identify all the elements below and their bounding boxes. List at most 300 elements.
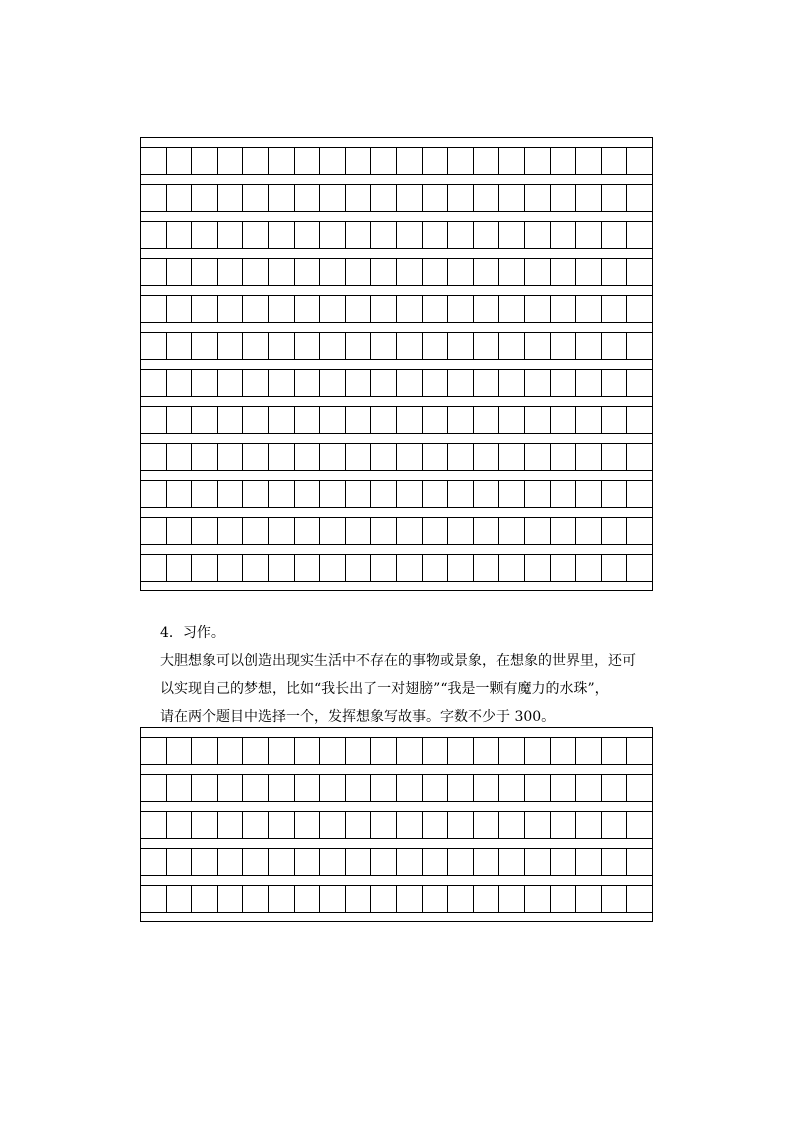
grid-cell[interactable] xyxy=(346,849,372,875)
grid-cell[interactable] xyxy=(602,259,628,285)
grid-cell[interactable] xyxy=(499,333,525,359)
grid-cell[interactable] xyxy=(192,555,218,581)
grid-cell[interactable] xyxy=(602,812,628,838)
grid-cell[interactable] xyxy=(602,296,628,322)
grid-cell[interactable] xyxy=(269,407,295,433)
grid-cell[interactable] xyxy=(371,333,397,359)
grid-cell[interactable] xyxy=(423,185,449,211)
grid-cell[interactable] xyxy=(141,555,167,581)
grid-cell[interactable] xyxy=(576,812,602,838)
grid-cell[interactable] xyxy=(320,148,346,174)
grid-cell[interactable] xyxy=(551,148,577,174)
grid-cell[interactable] xyxy=(525,333,551,359)
grid-cell[interactable] xyxy=(192,481,218,507)
grid-cell[interactable] xyxy=(576,148,602,174)
grid-cell[interactable] xyxy=(218,481,244,507)
grid-cell[interactable] xyxy=(627,444,652,470)
grid-cell[interactable] xyxy=(551,555,577,581)
grid-cell[interactable] xyxy=(525,148,551,174)
grid-cell[interactable] xyxy=(346,775,372,801)
grid-cell[interactable] xyxy=(423,555,449,581)
grid-cell[interactable] xyxy=(141,444,167,470)
grid-cell[interactable] xyxy=(371,518,397,544)
grid-cell[interactable] xyxy=(397,222,423,248)
grid-cell[interactable] xyxy=(525,222,551,248)
grid-cell[interactable] xyxy=(167,886,193,912)
grid-cell[interactable] xyxy=(141,370,167,396)
grid-cell[interactable] xyxy=(218,812,244,838)
grid-cell[interactable] xyxy=(371,296,397,322)
grid-cell[interactable] xyxy=(474,222,500,248)
grid-cell[interactable] xyxy=(346,296,372,322)
grid-cell[interactable] xyxy=(499,812,525,838)
grid-cell[interactable] xyxy=(448,481,474,507)
grid-cell[interactable] xyxy=(474,407,500,433)
grid-cell[interactable] xyxy=(576,333,602,359)
grid-cell[interactable] xyxy=(243,555,269,581)
grid-cell[interactable] xyxy=(448,333,474,359)
grid-cell[interactable] xyxy=(167,259,193,285)
grid-cell[interactable] xyxy=(576,886,602,912)
grid-cell[interactable] xyxy=(627,333,652,359)
grid-cell[interactable] xyxy=(243,849,269,875)
grid-cell[interactable] xyxy=(192,518,218,544)
grid-cell[interactable] xyxy=(141,518,167,544)
grid-cell[interactable] xyxy=(576,555,602,581)
grid-cell[interactable] xyxy=(346,555,372,581)
grid-cell[interactable] xyxy=(602,555,628,581)
grid-cell[interactable] xyxy=(320,738,346,764)
grid-cell[interactable] xyxy=(141,812,167,838)
grid-cell[interactable] xyxy=(320,518,346,544)
grid-cell[interactable] xyxy=(295,481,321,507)
grid-cell[interactable] xyxy=(346,370,372,396)
grid-cell[interactable] xyxy=(474,481,500,507)
grid-cell[interactable] xyxy=(320,296,346,322)
grid-cell[interactable] xyxy=(218,849,244,875)
grid-cell[interactable] xyxy=(551,481,577,507)
grid-cell[interactable] xyxy=(346,333,372,359)
grid-cell[interactable] xyxy=(192,849,218,875)
grid-cell[interactable] xyxy=(525,886,551,912)
grid-cell[interactable] xyxy=(627,812,652,838)
grid-cell[interactable] xyxy=(474,259,500,285)
grid-cell[interactable] xyxy=(627,148,652,174)
grid-cell[interactable] xyxy=(474,849,500,875)
grid-cell[interactable] xyxy=(243,296,269,322)
grid-cell[interactable] xyxy=(218,886,244,912)
grid-cell[interactable] xyxy=(448,407,474,433)
grid-cell[interactable] xyxy=(269,775,295,801)
grid-cell[interactable] xyxy=(218,444,244,470)
grid-cell[interactable] xyxy=(474,333,500,359)
grid-cell[interactable] xyxy=(218,222,244,248)
grid-cell[interactable] xyxy=(525,849,551,875)
grid-cell[interactable] xyxy=(627,185,652,211)
grid-cell[interactable] xyxy=(525,185,551,211)
grid-cell[interactable] xyxy=(525,370,551,396)
grid-cell[interactable] xyxy=(499,849,525,875)
grid-cell[interactable] xyxy=(243,444,269,470)
grid-cell[interactable] xyxy=(576,370,602,396)
grid-cell[interactable] xyxy=(423,738,449,764)
grid-cell[interactable] xyxy=(576,407,602,433)
grid-cell[interactable] xyxy=(167,812,193,838)
grid-cell[interactable] xyxy=(602,407,628,433)
grid-cell[interactable] xyxy=(243,259,269,285)
grid-cell[interactable] xyxy=(397,738,423,764)
grid-cell[interactable] xyxy=(602,775,628,801)
grid-cell[interactable] xyxy=(269,555,295,581)
grid-cell[interactable] xyxy=(423,259,449,285)
grid-cell[interactable] xyxy=(371,738,397,764)
grid-cell[interactable] xyxy=(602,185,628,211)
grid-cell[interactable] xyxy=(346,259,372,285)
grid-cell[interactable] xyxy=(371,185,397,211)
grid-cell[interactable] xyxy=(243,812,269,838)
grid-cell[interactable] xyxy=(448,886,474,912)
grid-cell[interactable] xyxy=(448,775,474,801)
grid-cell[interactable] xyxy=(295,849,321,875)
grid-cell[interactable] xyxy=(141,148,167,174)
grid-cell[interactable] xyxy=(576,444,602,470)
grid-cell[interactable] xyxy=(499,738,525,764)
grid-cell[interactable] xyxy=(423,222,449,248)
grid-cell[interactable] xyxy=(371,812,397,838)
grid-cell[interactable] xyxy=(499,407,525,433)
grid-cell[interactable] xyxy=(243,481,269,507)
grid-cell[interactable] xyxy=(218,333,244,359)
grid-cell[interactable] xyxy=(525,518,551,544)
grid-cell[interactable] xyxy=(269,738,295,764)
grid-cell[interactable] xyxy=(423,407,449,433)
grid-cell[interactable] xyxy=(627,518,652,544)
grid-cell[interactable] xyxy=(499,148,525,174)
grid-cell[interactable] xyxy=(602,333,628,359)
grid-cell[interactable] xyxy=(243,738,269,764)
grid-cell[interactable] xyxy=(627,849,652,875)
grid-cell[interactable] xyxy=(167,518,193,544)
grid-cell[interactable] xyxy=(499,444,525,470)
grid-cell[interactable] xyxy=(525,259,551,285)
grid-cell[interactable] xyxy=(423,481,449,507)
grid-cell[interactable] xyxy=(423,296,449,322)
grid-cell[interactable] xyxy=(371,481,397,507)
grid-cell[interactable] xyxy=(576,185,602,211)
grid-cell[interactable] xyxy=(397,886,423,912)
grid-cell[interactable] xyxy=(320,370,346,396)
grid-cell[interactable] xyxy=(269,259,295,285)
grid-cell[interactable] xyxy=(371,407,397,433)
grid-cell[interactable] xyxy=(371,259,397,285)
grid-cell[interactable] xyxy=(141,259,167,285)
grid-cell[interactable] xyxy=(320,444,346,470)
grid-cell[interactable] xyxy=(141,481,167,507)
grid-cell[interactable] xyxy=(243,775,269,801)
grid-cell[interactable] xyxy=(346,444,372,470)
grid-cell[interactable] xyxy=(551,812,577,838)
grid-cell[interactable] xyxy=(346,407,372,433)
grid-cell[interactable] xyxy=(167,296,193,322)
grid-cell[interactable] xyxy=(269,370,295,396)
grid-cell[interactable] xyxy=(397,444,423,470)
grid-cell[interactable] xyxy=(167,148,193,174)
grid-cell[interactable] xyxy=(218,775,244,801)
grid-cell[interactable] xyxy=(269,849,295,875)
grid-cell[interactable] xyxy=(167,849,193,875)
grid-cell[interactable] xyxy=(320,185,346,211)
grid-cell[interactable] xyxy=(627,296,652,322)
grid-cell[interactable] xyxy=(371,849,397,875)
grid-cell[interactable] xyxy=(499,481,525,507)
grid-cell[interactable] xyxy=(397,775,423,801)
grid-cell[interactable] xyxy=(627,886,652,912)
grid-cell[interactable] xyxy=(448,222,474,248)
grid-cell[interactable] xyxy=(295,333,321,359)
grid-cell[interactable] xyxy=(295,185,321,211)
grid-cell[interactable] xyxy=(551,738,577,764)
grid-cell[interactable] xyxy=(295,444,321,470)
grid-cell[interactable] xyxy=(141,886,167,912)
grid-cell[interactable] xyxy=(167,407,193,433)
grid-cell[interactable] xyxy=(423,518,449,544)
grid-cell[interactable] xyxy=(141,296,167,322)
grid-cell[interactable] xyxy=(141,222,167,248)
grid-cell[interactable] xyxy=(448,849,474,875)
grid-cell[interactable] xyxy=(371,886,397,912)
grid-cell[interactable] xyxy=(397,812,423,838)
grid-cell[interactable] xyxy=(474,812,500,838)
grid-cell[interactable] xyxy=(269,886,295,912)
grid-cell[interactable] xyxy=(192,775,218,801)
grid-cell[interactable] xyxy=(397,370,423,396)
grid-cell[interactable] xyxy=(423,333,449,359)
grid-cell[interactable] xyxy=(525,738,551,764)
grid-cell[interactable] xyxy=(551,886,577,912)
grid-cell[interactable] xyxy=(602,518,628,544)
grid-cell[interactable] xyxy=(141,775,167,801)
grid-cell[interactable] xyxy=(295,775,321,801)
grid-cell[interactable] xyxy=(243,185,269,211)
grid-cell[interactable] xyxy=(423,849,449,875)
grid-cell[interactable] xyxy=(474,738,500,764)
grid-cell[interactable] xyxy=(474,518,500,544)
grid-cell[interactable] xyxy=(218,370,244,396)
grid-cell[interactable] xyxy=(397,518,423,544)
grid-cell[interactable] xyxy=(346,518,372,544)
grid-cell[interactable] xyxy=(423,148,449,174)
grid-cell[interactable] xyxy=(346,148,372,174)
grid-cell[interactable] xyxy=(295,370,321,396)
grid-cell[interactable] xyxy=(551,849,577,875)
grid-cell[interactable] xyxy=(448,370,474,396)
grid-cell[interactable] xyxy=(602,481,628,507)
grid-cell[interactable] xyxy=(499,775,525,801)
grid-cell[interactable] xyxy=(551,259,577,285)
grid-cell[interactable] xyxy=(320,555,346,581)
grid-cell[interactable] xyxy=(397,148,423,174)
grid-cell[interactable] xyxy=(576,222,602,248)
grid-cell[interactable] xyxy=(167,775,193,801)
grid-cell[interactable] xyxy=(525,481,551,507)
grid-cell[interactable] xyxy=(551,222,577,248)
grid-cell[interactable] xyxy=(525,555,551,581)
grid-cell[interactable] xyxy=(295,738,321,764)
grid-cell[interactable] xyxy=(397,849,423,875)
grid-cell[interactable] xyxy=(397,407,423,433)
grid-cell[interactable] xyxy=(320,775,346,801)
grid-cell[interactable] xyxy=(448,444,474,470)
grid-cell[interactable] xyxy=(141,333,167,359)
grid-cell[interactable] xyxy=(397,259,423,285)
grid-cell[interactable] xyxy=(218,185,244,211)
grid-cell[interactable] xyxy=(423,444,449,470)
grid-cell[interactable] xyxy=(627,738,652,764)
grid-cell[interactable] xyxy=(243,407,269,433)
grid-cell[interactable] xyxy=(423,775,449,801)
grid-cell[interactable] xyxy=(371,444,397,470)
grid-cell[interactable] xyxy=(551,407,577,433)
grid-cell[interactable] xyxy=(474,185,500,211)
grid-cell[interactable] xyxy=(371,148,397,174)
grid-cell[interactable] xyxy=(320,259,346,285)
grid-cell[interactable] xyxy=(218,555,244,581)
grid-cell[interactable] xyxy=(474,886,500,912)
grid-cell[interactable] xyxy=(346,222,372,248)
grid-cell[interactable] xyxy=(320,886,346,912)
grid-cell[interactable] xyxy=(499,886,525,912)
grid-cell[interactable] xyxy=(320,333,346,359)
grid-cell[interactable] xyxy=(192,407,218,433)
grid-cell[interactable] xyxy=(141,849,167,875)
grid-cell[interactable] xyxy=(525,775,551,801)
grid-cell[interactable] xyxy=(576,481,602,507)
grid-cell[interactable] xyxy=(218,738,244,764)
grid-cell[interactable] xyxy=(167,185,193,211)
grid-cell[interactable] xyxy=(499,370,525,396)
grid-cell[interactable] xyxy=(218,296,244,322)
grid-cell[interactable] xyxy=(474,555,500,581)
grid-cell[interactable] xyxy=(167,370,193,396)
grid-cell[interactable] xyxy=(295,148,321,174)
grid-cell[interactable] xyxy=(192,148,218,174)
grid-cell[interactable] xyxy=(525,444,551,470)
grid-cell[interactable] xyxy=(295,812,321,838)
grid-cell[interactable] xyxy=(167,738,193,764)
grid-cell[interactable] xyxy=(602,886,628,912)
grid-cell[interactable] xyxy=(192,370,218,396)
grid-cell[interactable] xyxy=(141,185,167,211)
grid-cell[interactable] xyxy=(627,555,652,581)
grid-cell[interactable] xyxy=(295,296,321,322)
grid-cell[interactable] xyxy=(218,407,244,433)
grid-cell[interactable] xyxy=(551,296,577,322)
grid-cell[interactable] xyxy=(551,333,577,359)
grid-cell[interactable] xyxy=(499,555,525,581)
grid-cell[interactable] xyxy=(269,444,295,470)
grid-cell[interactable] xyxy=(243,886,269,912)
grid-cell[interactable] xyxy=(525,407,551,433)
grid-cell[interactable] xyxy=(269,333,295,359)
grid-cell[interactable] xyxy=(167,481,193,507)
grid-cell[interactable] xyxy=(346,481,372,507)
grid-cell[interactable] xyxy=(167,333,193,359)
grid-cell[interactable] xyxy=(243,222,269,248)
grid-cell[interactable] xyxy=(551,775,577,801)
grid-cell[interactable] xyxy=(474,296,500,322)
grid-cell[interactable] xyxy=(627,370,652,396)
grid-cell[interactable] xyxy=(627,481,652,507)
grid-cell[interactable] xyxy=(295,518,321,544)
grid-cell[interactable] xyxy=(474,370,500,396)
grid-cell[interactable] xyxy=(602,222,628,248)
grid-cell[interactable] xyxy=(525,812,551,838)
grid-cell[interactable] xyxy=(448,148,474,174)
grid-cell[interactable] xyxy=(371,555,397,581)
grid-cell[interactable] xyxy=(474,148,500,174)
grid-cell[interactable] xyxy=(320,481,346,507)
grid-cell[interactable] xyxy=(320,407,346,433)
grid-cell[interactable] xyxy=(218,148,244,174)
grid-cell[interactable] xyxy=(269,481,295,507)
grid-cell[interactable] xyxy=(269,518,295,544)
grid-cell[interactable] xyxy=(602,444,628,470)
grid-cell[interactable] xyxy=(423,370,449,396)
grid-cell[interactable] xyxy=(423,886,449,912)
grid-cell[interactable] xyxy=(346,185,372,211)
grid-cell[interactable] xyxy=(499,518,525,544)
grid-cell[interactable] xyxy=(499,259,525,285)
grid-cell[interactable] xyxy=(243,333,269,359)
grid-cell[interactable] xyxy=(141,407,167,433)
grid-cell[interactable] xyxy=(448,185,474,211)
grid-cell[interactable] xyxy=(371,222,397,248)
grid-cell[interactable] xyxy=(346,886,372,912)
grid-cell[interactable] xyxy=(243,518,269,544)
grid-cell[interactable] xyxy=(192,812,218,838)
grid-cell[interactable] xyxy=(551,444,577,470)
grid-cell[interactable] xyxy=(192,259,218,285)
grid-cell[interactable] xyxy=(627,407,652,433)
grid-cell[interactable] xyxy=(576,775,602,801)
grid-cell[interactable] xyxy=(499,296,525,322)
grid-cell[interactable] xyxy=(167,222,193,248)
grid-cell[interactable] xyxy=(269,222,295,248)
grid-cell[interactable] xyxy=(551,370,577,396)
grid-cell[interactable] xyxy=(397,296,423,322)
grid-cell[interactable] xyxy=(551,518,577,544)
grid-cell[interactable] xyxy=(474,444,500,470)
grid-cell[interactable] xyxy=(448,738,474,764)
grid-cell[interactable] xyxy=(576,296,602,322)
grid-cell[interactable] xyxy=(627,259,652,285)
grid-cell[interactable] xyxy=(167,555,193,581)
grid-cell[interactable] xyxy=(627,775,652,801)
grid-cell[interactable] xyxy=(192,185,218,211)
grid-cell[interactable] xyxy=(371,775,397,801)
grid-cell[interactable] xyxy=(602,370,628,396)
grid-cell[interactable] xyxy=(167,444,193,470)
grid-cell[interactable] xyxy=(397,481,423,507)
grid-cell[interactable] xyxy=(269,296,295,322)
grid-cell[interactable] xyxy=(602,738,628,764)
grid-cell[interactable] xyxy=(602,148,628,174)
grid-cell[interactable] xyxy=(551,185,577,211)
grid-cell[interactable] xyxy=(576,849,602,875)
grid-cell[interactable] xyxy=(320,849,346,875)
grid-cell[interactable] xyxy=(192,738,218,764)
grid-cell[interactable] xyxy=(423,812,449,838)
